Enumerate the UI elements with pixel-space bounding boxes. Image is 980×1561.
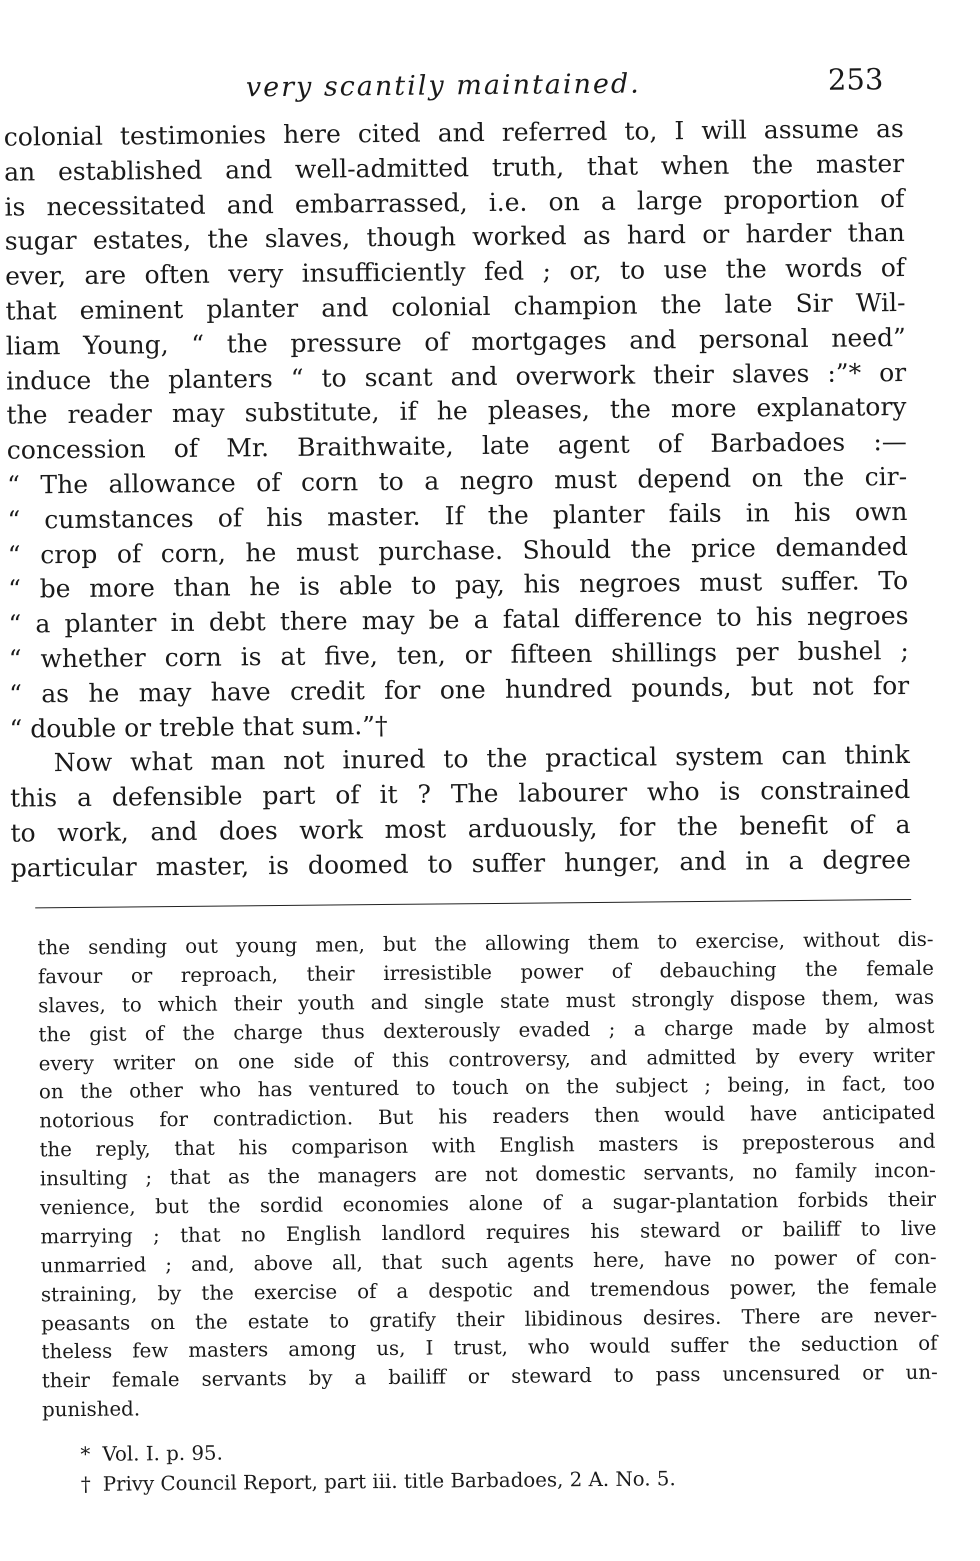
footnote-mark: * bbox=[80, 1442, 91, 1466]
text-line: particular master, is doomed to suffer hunger, and in a degree bbox=[10, 844, 911, 883]
quote-line: “ whether corn is at five, ten, or fifteen shillings per bushel ; bbox=[8, 635, 909, 674]
paragraph-start-line: Now what man not inured to the practical system can think bbox=[53, 740, 910, 778]
note-line: insulting ; that as the managers are not domestic servants, no family incon- bbox=[39, 1158, 936, 1191]
text-line: ever, are often very insufficiently fed ; or, to use the words of bbox=[5, 253, 906, 291]
text-line: sugar estates, the slaves, though worked as hard or harder than bbox=[4, 218, 905, 257]
footnotes bbox=[80, 1432, 921, 1500]
note-line: marrying ; that no English landlord requires his steward or bailiff to live bbox=[40, 1216, 937, 1249]
page-number: 253 bbox=[827, 62, 884, 97]
footnote-mark: † bbox=[80, 1472, 91, 1496]
quote-line: “ double or treble that sum.”† bbox=[9, 710, 388, 744]
note-line: the sending out young men, but the allowing them to exercise, without dis- bbox=[37, 927, 934, 960]
note-line: the reply, that his comparison with English masters is preposterous and bbox=[39, 1129, 936, 1162]
quote-line: “ as he may have credit for one hundred pounds, but not for bbox=[9, 670, 910, 709]
note-line: straining, by the exercise of a despotic and tremendous power, the female bbox=[40, 1274, 938, 1307]
note-line: punished. bbox=[41, 1397, 141, 1422]
note-line: their female servants by a bailiff or steward to pass uncensured or un- bbox=[41, 1361, 938, 1393]
note-line: every writer on one side of this controversy, and admitted by every writer bbox=[38, 1043, 935, 1075]
text-line: concession of Mr. Braithwaite, late agent of Barbadoes :— bbox=[6, 427, 907, 465]
note-line: theless few masters among us, I trust, who would suffer the seduction of bbox=[41, 1332, 938, 1364]
note-line: peasants on the estate to gratify their libidinous desires. There are never- bbox=[41, 1303, 938, 1335]
note-line: favour or reproach, their irresistible power of debauching the female bbox=[37, 956, 934, 989]
note-line: venience, but the sordid economies alone of a sugar-plantation forbids their bbox=[39, 1187, 937, 1220]
quote-line: “ crop of corn, he must purchase. Should the price demanded bbox=[7, 531, 908, 570]
text-line: to work, and does work most arduously, for the benefit of a bbox=[10, 809, 911, 848]
footnote-text: Vol. I. p. 95. bbox=[102, 1441, 223, 1466]
note-line: the gist of the charge thus dexterously evaded ; a charge made by almost bbox=[38, 1014, 935, 1047]
text-line: this a defensible part of it ? The labourer who is constrained bbox=[10, 775, 911, 813]
footnote-text: Privy Council Report, part iii. title Barbadoes, 2 A. No. 5. bbox=[102, 1467, 676, 1496]
text-line: liam Young, “ the pressure of mortgages and personal need” bbox=[5, 322, 906, 361]
page-header bbox=[3, 62, 883, 110]
text-line: colonial testimonies here cited and referred to, I will assume as bbox=[3, 113, 904, 152]
note-line: on the other who has ventured to touch on the subject ; being, in fact, too bbox=[38, 1072, 936, 1104]
text-line: the reader may substitute, if he pleases, the more explanatory bbox=[6, 392, 907, 430]
quote-line: “ be more than he is able to pay, his negroes must suffer. To bbox=[8, 566, 909, 604]
note-line: notorious for contradiction. But his readers then would have anticipated bbox=[39, 1101, 936, 1133]
quote-line: “ The allowance of corn to a negro must depend on the cir- bbox=[7, 461, 908, 500]
text-line: an established and well-admitted truth, that when the master bbox=[4, 148, 905, 187]
quote-line: “ a planter in debt there may be a fatal difference to his negroes bbox=[8, 601, 909, 639]
main-text bbox=[4, 112, 911, 886]
running-title: very scantily maintained. bbox=[245, 68, 641, 104]
continued-note bbox=[37, 926, 938, 1426]
note-line: unmarried ; and, above all, that such agents here, have no power of con- bbox=[40, 1245, 937, 1278]
text-line: induce the planters “ to scant and overwork their slaves :”* or bbox=[6, 357, 907, 396]
text-line: is necessitated and embarrassed, i.e. on a large proportion of bbox=[4, 183, 905, 222]
note-line: slaves, to which their youth and single state must strongly dispose them, was bbox=[38, 985, 935, 1018]
quote-line: “ cumstances of his master. If the planter fails in his own bbox=[7, 496, 908, 535]
footnote-divider bbox=[35, 899, 911, 908]
text-line: that eminent planter and colonial champion the late Sir Wil- bbox=[5, 287, 906, 326]
